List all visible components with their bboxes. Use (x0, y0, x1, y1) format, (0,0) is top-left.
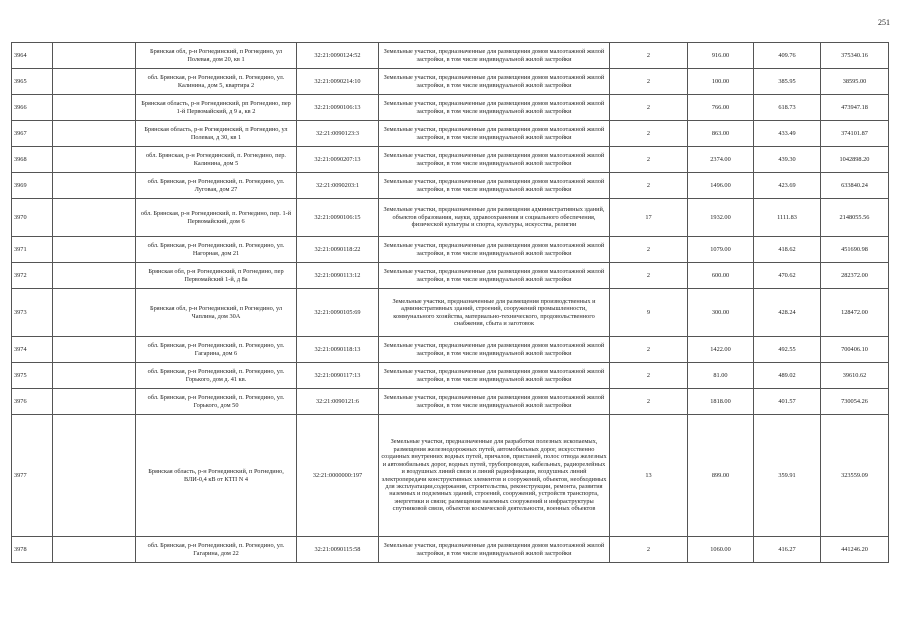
row-number: 3973 (12, 289, 53, 337)
land-use-cell: Земельные участки, предназначенные для размещения домов малоэтажной жилой застройки, в том числе индивидуальной жилой застройки (379, 389, 610, 415)
area-cell: 863.00 (688, 121, 754, 147)
address-cell: обл. Брянская, р-н Рогнединский, п. Рогнедино, ул. Гагарина, дом 6 (136, 337, 297, 363)
table-row (12, 389, 889, 415)
land-use-cell: Земельные участки, предназначенные для размещения домов малоэтажной жилой застройки, в том числе индивидуальной жилой застройки (379, 43, 610, 69)
cadastral-number-cell: 32:21:0090121:6 (297, 389, 379, 415)
row-number: 3969 (12, 173, 53, 199)
use-code-cell: 2 (610, 537, 688, 563)
table-row (12, 263, 889, 289)
area-cell: 2374.00 (688, 147, 754, 173)
cadastral-number-cell: 32:21:0090203:1 (297, 173, 379, 199)
land-use-cell: Земельные участки, предназначенные для размещения домов малоэтажной жилой застройки, в том числе индивидуальной жилой застройки (379, 363, 610, 389)
table-row (12, 43, 889, 69)
specific-value-cell: 423.69 (754, 173, 821, 199)
cadastral-number-cell: 32:21:0090124:52 (297, 43, 379, 69)
area-cell: 81.00 (688, 363, 754, 389)
area-cell: 916.00 (688, 43, 754, 69)
address-cell: Брянская область, р-н Рогнединский, рп Рогнедино, пер 1-й Первомайский, д 9 а, кв 2 (136, 95, 297, 121)
table-row (12, 147, 889, 173)
use-code-cell: 2 (610, 95, 688, 121)
row-number: 3964 (12, 43, 53, 69)
use-code-cell: 2 (610, 237, 688, 263)
address-cell: обл. Брянская, р-н Рогнединский, п. Рогнедино, ул. Горького, дом 50 (136, 389, 297, 415)
blank-cell (53, 173, 136, 199)
specific-value-cell: 470.62 (754, 263, 821, 289)
cadastral-number-cell: 32:21:0090214:10 (297, 69, 379, 95)
table-row (12, 173, 889, 199)
use-code-cell: 2 (610, 389, 688, 415)
row-number: 3967 (12, 121, 53, 147)
specific-value-cell: 359.91 (754, 415, 821, 537)
blank-cell (53, 537, 136, 563)
land-use-cell: Земельные участки, предназначенные для размещения домов малоэтажной жилой застройки, в том числе индивидуальной жилой застройки (379, 121, 610, 147)
cadastral-number-cell: 32:21:0090118:13 (297, 337, 379, 363)
cadastral-value-cell: 730054.26 (821, 389, 889, 415)
cadastral-number-cell: 32:21:0090106:13 (297, 95, 379, 121)
address-cell: обл. Брянская, р-н Рогнединский, п. Рогнедино, ул. Калинина, дом 5, квартира 2 (136, 69, 297, 95)
blank-cell (53, 363, 136, 389)
land-use-cell: Земельные участки, предназначенные для размещения домов малоэтажной жилой застройки, в том числе индивидуальной жилой застройки (379, 95, 610, 121)
address-cell: Брянская обл, р-н Рогнединский, п Рогнедино, ул Полевая, дом 20, кв 1 (136, 43, 297, 69)
table-row (12, 337, 889, 363)
table-row (12, 199, 889, 237)
area-cell: 300.00 (688, 289, 754, 337)
use-code-cell: 2 (610, 263, 688, 289)
use-code-cell: 2 (610, 337, 688, 363)
row-number: 3974 (12, 337, 53, 363)
row-number: 3970 (12, 199, 53, 237)
cadastral-number-cell: 32:21:0090123:3 (297, 121, 379, 147)
row-number: 3978 (12, 537, 53, 563)
land-use-cell: Земельные участки, предназначенные для размещения домов малоэтажной жилой застройки, в том числе индивидуальной жилой застройки (379, 173, 610, 199)
blank-cell (53, 237, 136, 263)
specific-value-cell: 416.27 (754, 537, 821, 563)
table-row (12, 69, 889, 95)
land-use-cell: Земельные участки, предназначенные для размещения домов малоэтажной жилой застройки, в том числе индивидуальной жилой застройки (379, 263, 610, 289)
address-cell: Брянская обл, р-н Рогнединский, п Рогнедино, пер Первомайский 1-й, д 8а (136, 263, 297, 289)
table-row (12, 289, 889, 337)
blank-cell (53, 121, 136, 147)
specific-value-cell: 1111.83 (754, 199, 821, 237)
address-cell: обл. Брянская, р-н Рогнединский, п. Рогнедино, ул. Гагарина, дом 22 (136, 537, 297, 563)
row-number: 3968 (12, 147, 53, 173)
area-cell: 1079.00 (688, 237, 754, 263)
row-number: 3965 (12, 69, 53, 95)
cadastral-value-cell: 323559.09 (821, 415, 889, 537)
table-row (12, 363, 889, 389)
address-cell: обл. Брянская, р-н Рогнединский, п. Рогнедино, пер. Калинина, дом 5 (136, 147, 297, 173)
cadastral-value-cell: 441246.20 (821, 537, 889, 563)
land-registry-table (11, 42, 889, 563)
use-code-cell: 2 (610, 173, 688, 199)
blank-cell (53, 289, 136, 337)
cadastral-value-cell: 375340.16 (821, 43, 889, 69)
cadastral-value-cell: 700406.10 (821, 337, 889, 363)
land-use-cell: Земельные участки, предназначенные для размещения производственных и административных зданий, строений, сооружений промышленности, коммунального хозяйства, материально-технического, продовольственного снабжения, сбыта и заготовок (379, 289, 610, 337)
cadastral-number-cell: 32:21:0000000:197 (297, 415, 379, 537)
cadastral-value-cell: 38595.00 (821, 69, 889, 95)
address-cell: Брянская область, р-н Рогнединский, п Рогнедино, ул Полевая, д 30, кв 1 (136, 121, 297, 147)
land-use-cell: Земельные участки, предназначенные для размещения домов малоэтажной жилой застройки, в том числе индивидуальной жилой застройки (379, 69, 610, 95)
row-number: 3976 (12, 389, 53, 415)
cadastral-number-cell: 32:21:0090118:22 (297, 237, 379, 263)
area-cell: 766.00 (688, 95, 754, 121)
specific-value-cell: 428.24 (754, 289, 821, 337)
blank-cell (53, 415, 136, 537)
use-code-cell: 9 (610, 289, 688, 337)
cadastral-value-cell: 39610.62 (821, 363, 889, 389)
cadastral-value-cell: 374101.87 (821, 121, 889, 147)
cadastral-number-cell: 32:21:0090117:13 (297, 363, 379, 389)
use-code-cell: 13 (610, 415, 688, 537)
table-row (12, 415, 889, 537)
area-cell: 1060.00 (688, 537, 754, 563)
land-use-cell: Земельные участки, предназначенные для размещения административных зданий, объектов образования, науки, здравоохранения и социального обеспечения, физической культуры и спорта, культуры, искусства, религии (379, 199, 610, 237)
cadastral-number-cell: 32:21:0090207:13 (297, 147, 379, 173)
address-cell: обл. Брянская, р-н Рогнединский, п. Рогнедино, ул. Нагорная, дом 21 (136, 237, 297, 263)
land-use-cell: Земельные участки, предназначенные для размещения домов малоэтажной жилой застройки, в том числе индивидуальной жилой застройки (379, 147, 610, 173)
area-cell: 899.00 (688, 415, 754, 537)
cadastral-value-cell: 451690.98 (821, 237, 889, 263)
area-cell: 1818.00 (688, 389, 754, 415)
land-use-cell: Земельные участки, предназначенные для размещения домов малоэтажной жилой застройки, в том числе индивидуальной жилой застройки (379, 237, 610, 263)
address-cell: Брянская обл, р-н Рогнединский, п Рогнедино, ул Чаплина, дом 30А (136, 289, 297, 337)
specific-value-cell: 385.95 (754, 69, 821, 95)
row-number: 3975 (12, 363, 53, 389)
address-cell: обл. Брянская, р-н Рогнединский, п. Рогнедино, пер. 1-й Первомайский, дом 6 (136, 199, 297, 237)
page-number: 251 (878, 18, 890, 27)
cadastral-value-cell: 282372.00 (821, 263, 889, 289)
cadastral-number-cell: 32:21:0090113:12 (297, 263, 379, 289)
use-code-cell: 2 (610, 43, 688, 69)
blank-cell (53, 389, 136, 415)
cadastral-value-cell: 633840.24 (821, 173, 889, 199)
cadastral-value-cell: 128472.00 (821, 289, 889, 337)
row-number: 3977 (12, 415, 53, 537)
specific-value-cell: 433.49 (754, 121, 821, 147)
use-code-cell: 2 (610, 121, 688, 147)
address-cell: обл. Брянская, р-н Рогнединский, п. Рогнедино, ул. Луговая, дом 27 (136, 173, 297, 199)
row-number: 3971 (12, 237, 53, 263)
specific-value-cell: 492.55 (754, 337, 821, 363)
table-row (12, 237, 889, 263)
cadastral-number-cell: 32:21:0090105:69 (297, 289, 379, 337)
row-number: 3972 (12, 263, 53, 289)
row-number: 3966 (12, 95, 53, 121)
cadastral-number-cell: 32:21:0090115:58 (297, 537, 379, 563)
blank-cell (53, 69, 136, 95)
area-cell: 100.00 (688, 69, 754, 95)
blank-cell (53, 95, 136, 121)
address-cell: Брянская область, р-н Рогнединский, п Рогнедино, ВЛИ-0,4 кВ от КТП N 4 (136, 415, 297, 537)
address-cell: обл. Брянская, р-н Рогнединский, п. Рогнедино, ул. Горького, дом д. 41 кв. (136, 363, 297, 389)
area-cell: 600.00 (688, 263, 754, 289)
specific-value-cell: 439.30 (754, 147, 821, 173)
land-use-cell: Земельные участки, предназначенные для размещения домов малоэтажной жилой застройки, в том числе индивидуальной жилой застройки (379, 337, 610, 363)
cadastral-value-cell: 473947.18 (821, 95, 889, 121)
specific-value-cell: 401.57 (754, 389, 821, 415)
table-row (12, 95, 889, 121)
cadastral-number-cell: 32:21:0090106:15 (297, 199, 379, 237)
specific-value-cell: 418.62 (754, 237, 821, 263)
blank-cell (53, 337, 136, 363)
specific-value-cell: 489.02 (754, 363, 821, 389)
blank-cell (53, 263, 136, 289)
table-row (12, 121, 889, 147)
use-code-cell: 2 (610, 363, 688, 389)
specific-value-cell: 409.76 (754, 43, 821, 69)
cadastral-value-cell: 1042898.20 (821, 147, 889, 173)
use-code-cell: 2 (610, 69, 688, 95)
land-use-cell: Земельные участки, предназначенные для разработки полезных ископаемых, размещения железнодорожных путей, автомобильных дорог, искусственно созданных внутренних водных путей, причалов, пристаней, полос отвода железных и автомобильных дорог, водных путей, трубопроводов, кабельных, радиорелейных и воздушных линий связи и линий радиофикации, воздушных линий электропередачи конструктивных элементов и сооружений, объектов, необходимых для эксплуатации,содержания, строительства, реконструкции, ремонта, развития наземных и подземных зданий, строений, сооружений, устройств транспорта, энергетики и связи; размещения наземных сооружений и инфраструктуры спутниковой связи, объектов космической деятельности, военных объектов (379, 415, 610, 537)
area-cell: 1422.00 (688, 337, 754, 363)
blank-cell (53, 199, 136, 237)
table-row (12, 537, 889, 563)
land-use-cell: Земельные участки, предназначенные для размещения домов малоэтажной жилой застройки, в том числе индивидуальной жилой застройки (379, 537, 610, 563)
area-cell: 1932.00 (688, 199, 754, 237)
use-code-cell: 17 (610, 199, 688, 237)
use-code-cell: 2 (610, 147, 688, 173)
blank-cell (53, 147, 136, 173)
cadastral-value-cell: 2148055.56 (821, 199, 889, 237)
area-cell: 1496.00 (688, 173, 754, 199)
blank-cell (53, 43, 136, 69)
specific-value-cell: 618.73 (754, 95, 821, 121)
